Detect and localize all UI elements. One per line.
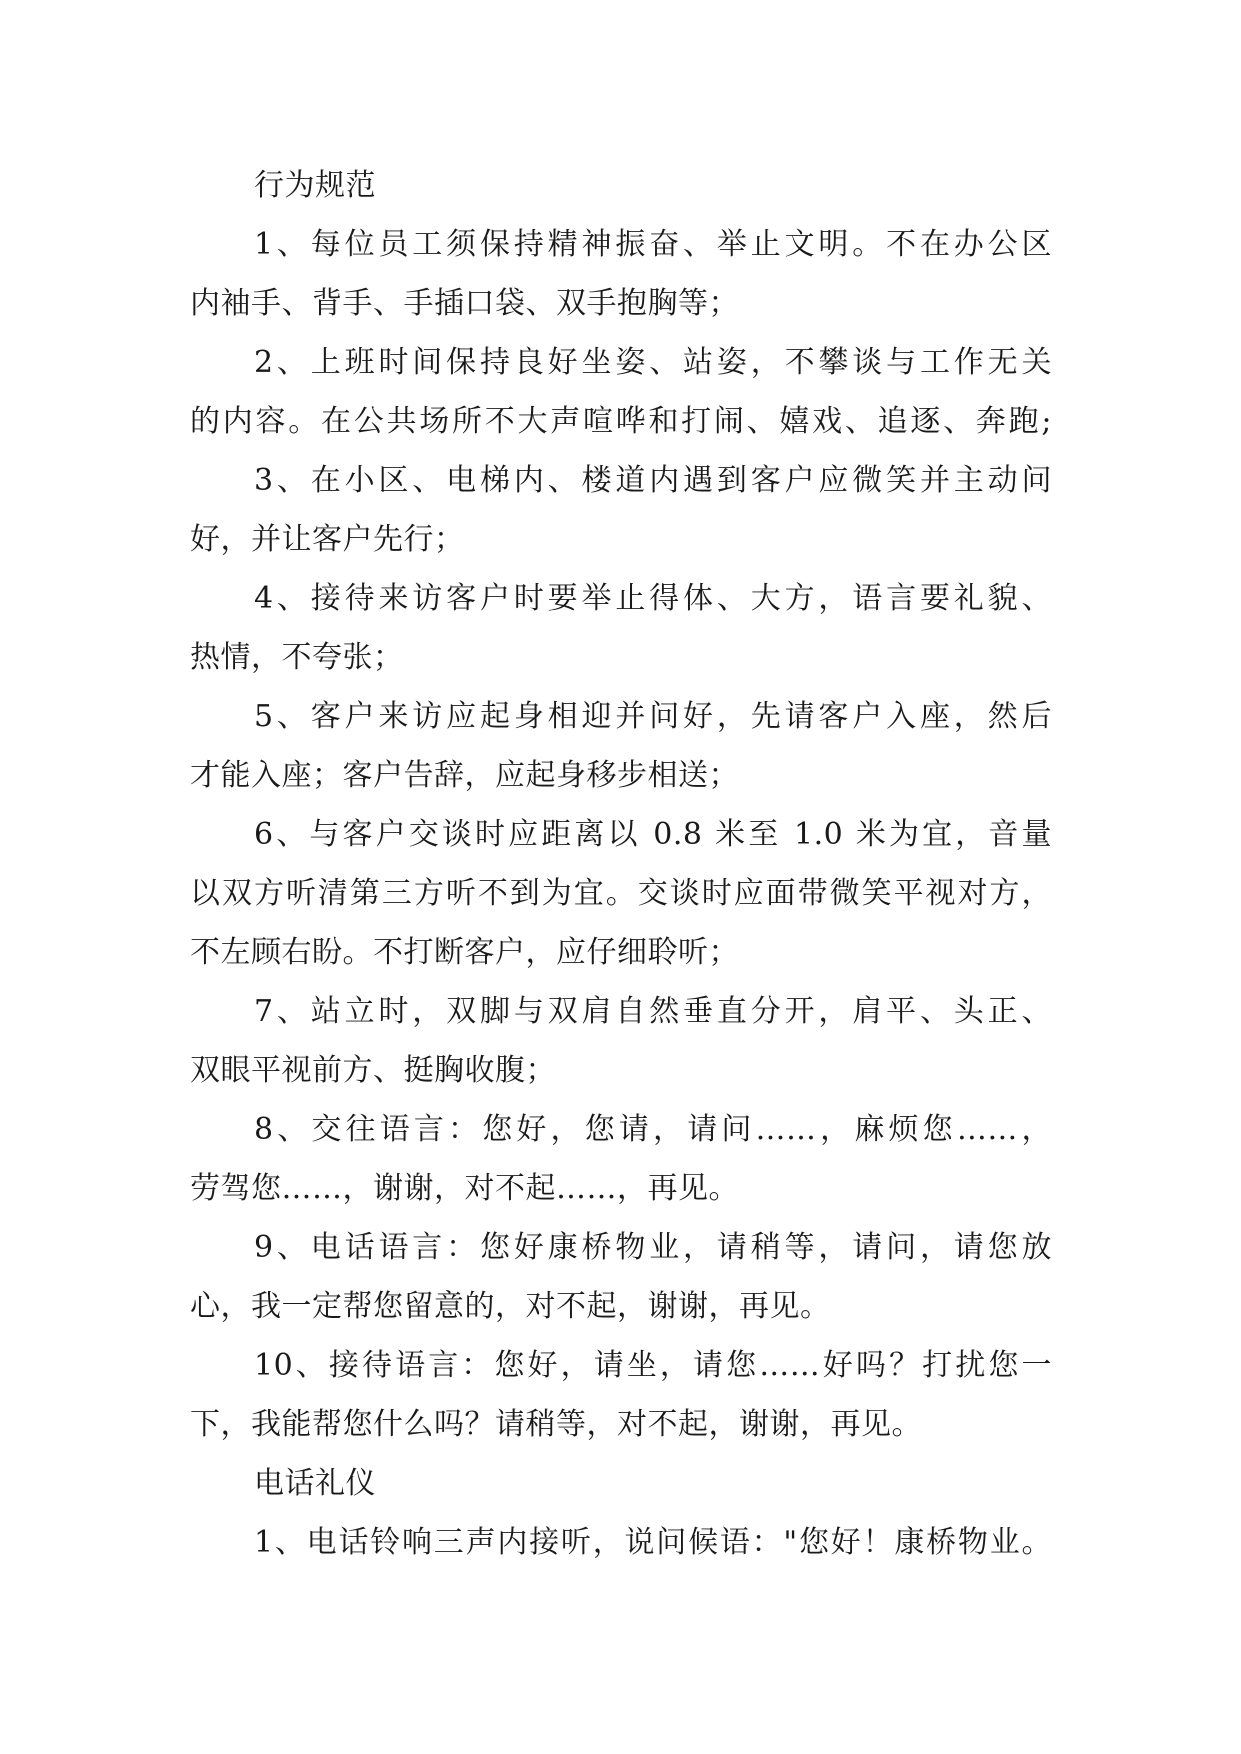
document-line: 2、上班时间保持良好坐姿、站姿，不攀谈与工作无关 [254, 345, 1052, 380]
document-line: 以双方听清第三方听不到为宜。交谈时应面带微笑平视对方， [190, 876, 1052, 911]
document-line: 内袖手、背手、手插口袋、双手抱胸等； [190, 286, 739, 321]
document-line: 1、每位员工须保持精神振奋、举止文明。不在办公区 [254, 227, 1052, 262]
document-line: 行为规范 [254, 168, 376, 203]
document-line: 热情，不夸张； [190, 640, 404, 675]
document-line: 8、交往语言：您好，您请，请问……，麻烦您……， [254, 1112, 1052, 1147]
document-line: 6、与客户交谈时应距离以 0.8 米至 1.0 米为宜，音量 [254, 817, 1052, 852]
document-line: 好，并让客户先行； [190, 522, 465, 557]
document-line: 9、电话语言：您好康桥物业，请稍等，请问，请您放 [254, 1230, 1052, 1265]
document-line: 下，我能帮您什么吗？请稍等，对不起，谢谢，再见。 [190, 1407, 922, 1442]
document-line: 的内容。在公共场所不大声喧哗和打闹、嬉戏、追逐、奔跑; [190, 404, 1052, 439]
document-body [190, 156, 1052, 1572]
document-line: 心，我一定帮您留意的，对不起，谢谢，再见。 [190, 1289, 831, 1324]
document-line: 才能入座；客户告辞，应起身移步相送； [190, 758, 739, 793]
document-line: 1、电话铃响三声内接听，说问候语："您好！康桥物业。 [254, 1525, 1052, 1560]
document-line: 7、站立时，双脚与双肩自然垂直分开，肩平、头正、 [254, 994, 1052, 1029]
document-line: 10、接待语言：您好，请坐，请您……好吗？打扰您一 [254, 1348, 1052, 1383]
document-line: 4、接待来访客户时要举止得体、大方，语言要礼貌、 [254, 581, 1052, 616]
document-line: 不左顾右盼。不打断客户，应仔细聆听； [190, 935, 739, 970]
document-line: 3、在小区、电梯内、楼道内遇到客户应微笑并主动问 [254, 463, 1052, 498]
document-line: 双眼平视前方、挺胸收腹； [190, 1053, 556, 1088]
document-line: 电话礼仪 [254, 1466, 376, 1501]
document-line: 劳驾您……，谢谢，对不起……，再见。 [190, 1171, 739, 1206]
document-line: 5、客户来访应起身相迎并问好，先请客户入座，然后 [254, 699, 1052, 734]
